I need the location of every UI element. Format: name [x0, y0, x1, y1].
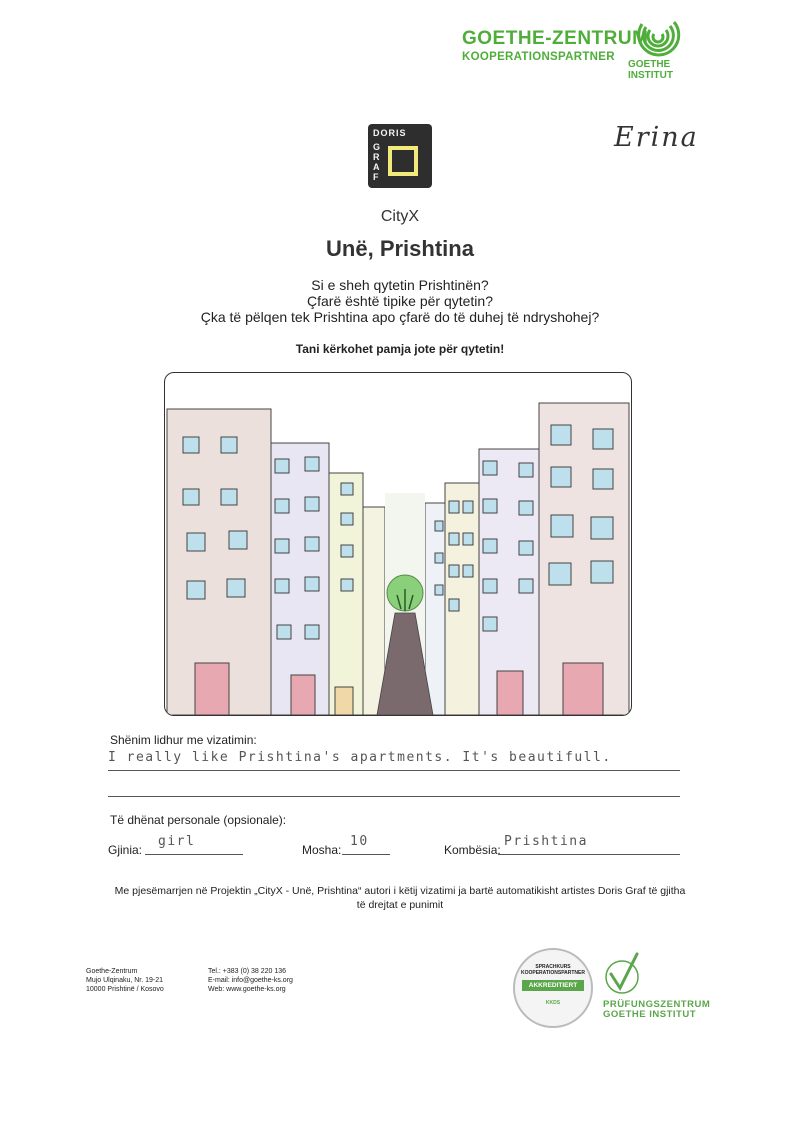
age-label: Mosha:: [302, 843, 342, 857]
door-right-1: [563, 663, 603, 715]
badge-top-text: [515, 964, 591, 976]
badge-top-line-1: SPRACHKURS: [535, 964, 571, 970]
badge-akkreditiert: AKKREDITIERT: [522, 980, 584, 991]
building-left-4: [363, 507, 385, 715]
window: [551, 515, 573, 537]
gender-label: Gjinia:: [108, 843, 143, 857]
window: [341, 513, 353, 525]
badge-bottom-text: KKDS: [545, 1000, 561, 1006]
window: [435, 521, 443, 531]
city-drawing: [165, 373, 631, 715]
checkmark-icon: [603, 950, 641, 996]
window: [483, 461, 497, 475]
window: [305, 457, 319, 471]
building-left-3: [329, 473, 363, 715]
institut-line-2: INSTITUT: [628, 70, 673, 81]
graf-letter-f: F: [373, 172, 380, 182]
nationality-label: Kombësia:: [444, 843, 501, 857]
project-name: CityX: [380, 208, 420, 225]
window: [435, 553, 443, 563]
pruefungszentrum-text: [603, 1000, 710, 1020]
window: [463, 565, 473, 577]
window: [593, 469, 613, 489]
window: [305, 625, 319, 639]
window: [463, 533, 473, 545]
window: [551, 467, 571, 487]
doris-graf-logo: [368, 124, 432, 188]
window: [591, 517, 613, 539]
window: [221, 437, 237, 453]
address-line-1: Goethe-Zentrum: [86, 968, 138, 975]
footer-address: [86, 967, 164, 994]
window: [275, 579, 289, 593]
graf-letter-g: G: [373, 142, 382, 152]
footer-contact: [208, 967, 293, 994]
page-title: Unë, Prishtina: [326, 236, 474, 261]
institut-line-1: GOETHE: [628, 59, 671, 70]
handwritten-name: Erina: [614, 122, 699, 153]
window: [449, 533, 459, 545]
door-left-1: [195, 663, 229, 715]
window: [305, 577, 319, 591]
window: [221, 489, 237, 505]
badge-top-line-2: KOOPERATIONSPARTNER: [521, 970, 585, 976]
consent-text: Me pjesëmarrjen në Projektin „CityX - Unë, Prishtina“ autori i këtij vizatimi ja bartë automatikisht artistes Doris Graf të gjitha të drejtat e punimit: [114, 885, 686, 911]
nationality-value: Prishtina: [504, 834, 588, 849]
personal-data-label: Të dhënat personale (opsionale):: [110, 813, 287, 827]
footer-web: Web: www.goethe-ks.org: [208, 986, 286, 993]
goethe-zentrum-title: GOETHE-ZENTRUM: [462, 28, 649, 49]
question-3: Çka të pëlqen tek Prishtina apo çfarë do të duhej të ndryshohej?: [200, 309, 600, 325]
window: [519, 541, 533, 555]
window: [277, 625, 291, 639]
window: [275, 539, 289, 553]
window: [435, 585, 443, 595]
drawing-prompt: Tani kërkohet pamja jote për qytetin!: [295, 342, 505, 356]
graf-letter-r: R: [373, 152, 381, 162]
window: [463, 501, 473, 513]
goethe-institut-logo-icon: [628, 14, 684, 60]
window: [593, 429, 613, 449]
window: [591, 561, 613, 583]
window: [449, 501, 459, 513]
accreditation-badge: [513, 948, 593, 1028]
window: [229, 531, 247, 549]
footer-tel: Tel.: +383 (0) 38 220 136: [208, 968, 287, 975]
window: [183, 437, 199, 453]
note-line-2: [108, 796, 680, 797]
window: [449, 599, 459, 611]
graf-letter-a: A: [373, 162, 381, 172]
goethe-zentrum-logo-text: [462, 28, 648, 63]
pruefungszentrum-line-1: PRÜFUNGSZENTRUM: [603, 999, 711, 1010]
window: [449, 565, 459, 577]
window: [183, 489, 199, 505]
window: [519, 579, 533, 593]
window: [483, 539, 497, 553]
age-value: 10: [350, 834, 369, 849]
kooperationspartner-text: KOOPERATIONSPARTNER: [462, 51, 615, 63]
question-1: Si e sheh qytetin Prishtinën?: [311, 277, 489, 293]
building-right-4: [425, 503, 445, 715]
logo-square-icon: [388, 146, 418, 176]
window: [483, 579, 497, 593]
footer-email: E-mail: info@goethe-ks.org: [208, 977, 293, 984]
note-line-1: [108, 770, 680, 771]
window: [519, 501, 533, 515]
address-line-3: 10000 Prishtinë / Kosovo: [86, 986, 164, 993]
nationality-line: [498, 854, 680, 855]
age-line: [342, 854, 390, 855]
window: [275, 499, 289, 513]
window: [227, 579, 245, 597]
door-left-3: [335, 687, 353, 715]
window: [341, 579, 353, 591]
pruefungszentrum-line-2: GOETHE INSTITUT: [603, 1009, 696, 1020]
note-label: Shënim lidhur me vizatimin:: [110, 733, 257, 747]
note-value: I really like Prishtina's apartments. It's beautifull.: [108, 750, 612, 765]
window: [187, 533, 205, 551]
window: [483, 499, 497, 513]
window: [549, 563, 571, 585]
door-right-2: [497, 671, 523, 715]
window: [275, 459, 289, 473]
question-2: Çfarë është tipike për qytetin?: [307, 293, 493, 309]
window: [551, 425, 571, 445]
address-line-2: Mujo Ulqinaku, Nr. 19-21: [86, 977, 164, 984]
door-left-2: [291, 675, 315, 715]
goethe-institut-text: [628, 59, 673, 81]
window: [305, 537, 319, 551]
gender-value: girl: [158, 834, 196, 849]
window: [519, 463, 533, 477]
drawing-frame: [164, 372, 632, 716]
gender-line: [145, 854, 243, 855]
window: [341, 483, 353, 495]
window: [483, 617, 497, 631]
window: [305, 497, 319, 511]
doris-text: DORIS: [373, 128, 407, 138]
window: [187, 581, 205, 599]
window: [341, 545, 353, 557]
